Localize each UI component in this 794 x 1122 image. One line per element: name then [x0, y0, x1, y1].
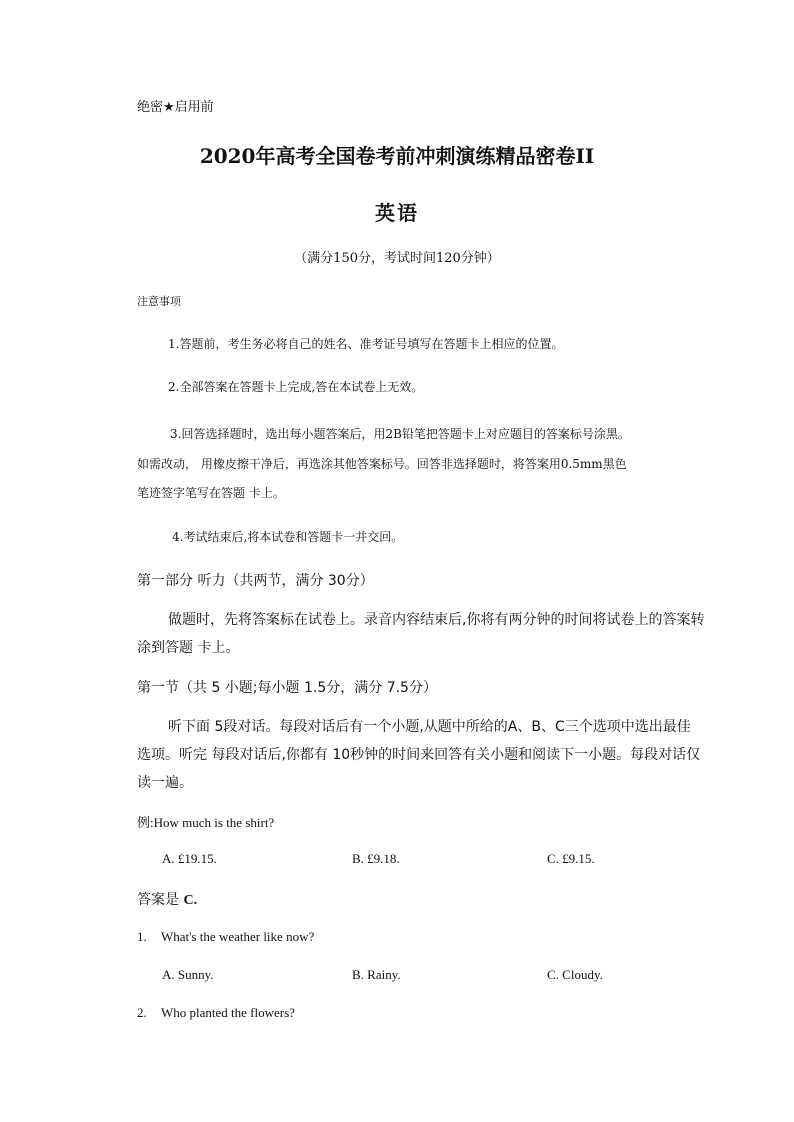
notice-item-4: 4.考试结束后,将本试卷和答题卡一并交回。	[172, 530, 404, 544]
example-option-b: B. £9.18.	[352, 851, 400, 866]
exam-title: 2020年高考全国卷考前冲刺演练精品密卷II	[199, 144, 595, 168]
question-1-option-b: B. Rainy.	[352, 967, 401, 982]
score-info: （满分150分，考试时间120分钟）	[294, 251, 500, 266]
part1-instruction-line-1: 做题时，先将答案标在试卷上。录音内容结束后,你将有两分钟的时间将试卷上的答案转	[168, 612, 705, 628]
example-option-c: C. £9.15.	[547, 851, 595, 866]
question-1	[137, 929, 314, 945]
notice-item-3-line-1: 3.回答选择题时，选出每小题答案后，用2B铅笔把答题卡上对应题目的答案标号涂黑。	[170, 427, 630, 441]
section1-instruction-line-3: 读一遍。	[137, 775, 193, 791]
question-2-number: 2.	[137, 1005, 147, 1020]
question-2-text: Who planted the flowers?	[161, 1005, 295, 1020]
subject-title: 英语	[375, 201, 419, 225]
notice-item-3-line-3: 笔迹签字笔写在答题 卡上。	[137, 486, 285, 500]
question-1-text: What's the weather like now?	[161, 929, 315, 944]
notice-heading: 注意事项	[137, 295, 181, 308]
notice-item-2: 2.全部答案在答题卡上完成,答在本试卷上无效。	[168, 380, 424, 394]
example-answer	[137, 889, 197, 909]
notice-item-3-line-2: 如需改动， 用橡皮擦干净后，再选涂其他答案标号。回答非选择题时，将答案用0.5mm黑色	[137, 457, 627, 471]
question-1-option-c: C. Cloudy.	[547, 967, 603, 982]
secret-mark: 绝密★启用前	[137, 100, 214, 115]
example-answer-prefix: 答案是	[137, 892, 184, 908]
section1-instruction-line-1: 听下面 5段对话。每段对话后有一个小题,从题中所给的A、B、C三个选项中选出最佳	[168, 719, 691, 735]
example-answer-value: C.	[183, 893, 198, 908]
part1-instruction-line-2: 涂到答题 卡上。	[137, 640, 240, 656]
notice-item-1: 1.答题前，考生务必将自己的姓名、准考证号填写在答题卡上相应的位置。	[168, 337, 564, 351]
example-question: 例:How much is the shirt?	[137, 815, 275, 830]
section1-instruction-line-2: 选项。听完 每段对话后,你都有 10秒钟的时间来回答有关小题和阅读下一小题。每段对话仅	[137, 747, 701, 763]
question-1-number: 1.	[137, 929, 147, 944]
question-2	[137, 1005, 295, 1021]
example-option-a: A. £19.15.	[162, 851, 217, 866]
part1-heading: 第一部分 听力（共两节，满分 30分）	[137, 573, 374, 589]
question-1-option-a: A. Sunny.	[162, 967, 214, 982]
section1-heading: 第一节（共 5 小题;每小题 1.5分，满分 7.5分）	[137, 680, 437, 696]
